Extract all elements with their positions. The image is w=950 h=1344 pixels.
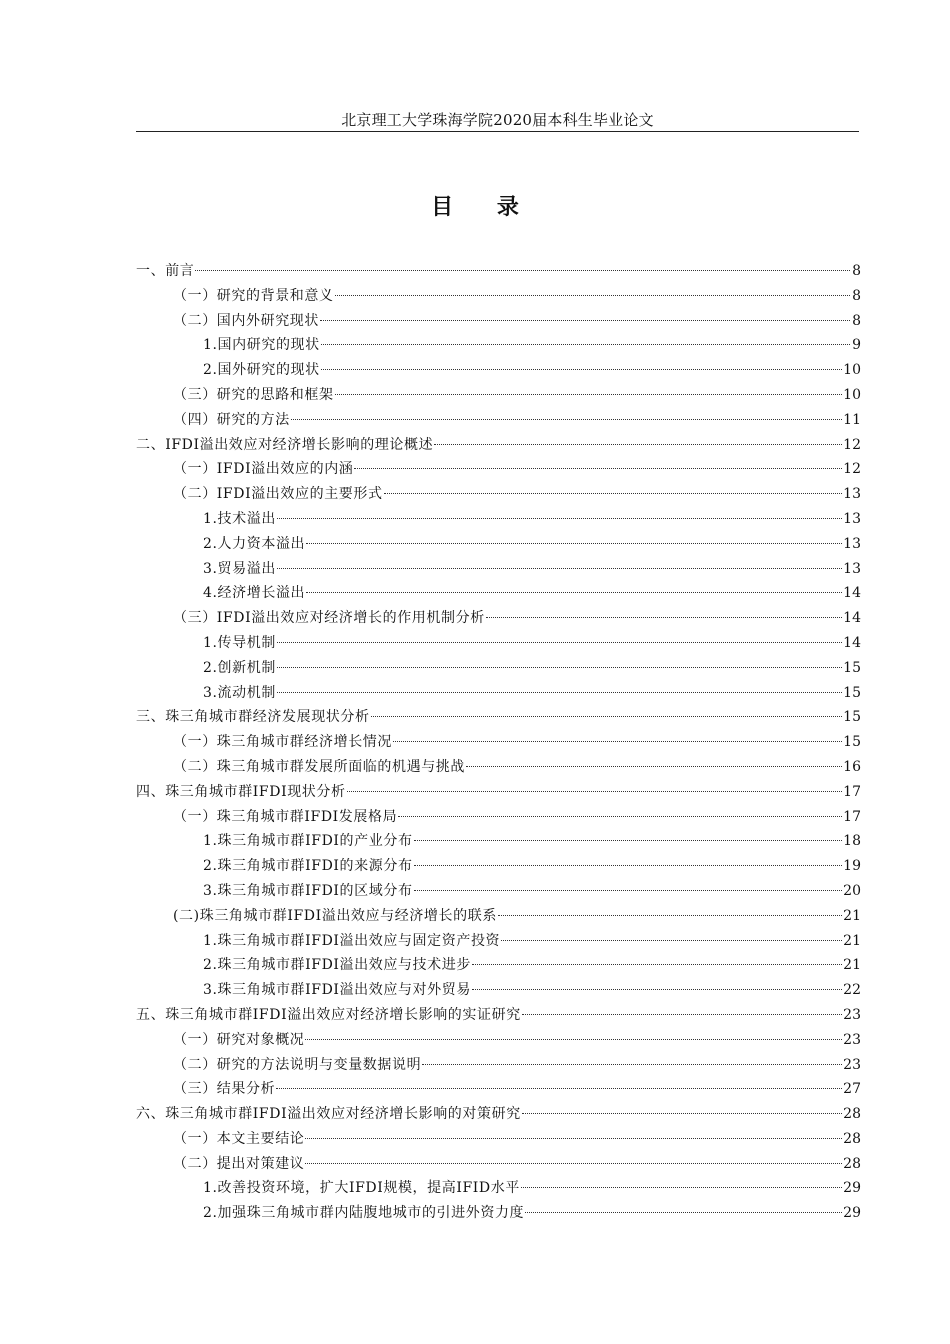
toc-entry[interactable]: [136, 681, 861, 706]
toc-entry-label: 一、前言: [136, 263, 195, 279]
toc-entry-label: （三）结果分析: [173, 1081, 276, 1098]
toc-entry-page-number: 29: [843, 1205, 861, 1222]
toc-title: 目 录: [431, 195, 537, 220]
table-of-contents: [136, 259, 861, 1226]
toc-dot-leader: [277, 568, 842, 569]
toc-entry-page-number: 14: [843, 610, 861, 627]
toc-entry-page-number: 8: [852, 312, 861, 329]
toc-entry[interactable]: [136, 1028, 861, 1053]
toc-entry-page-number: 16: [843, 758, 861, 775]
toc-dot-leader: [354, 468, 842, 469]
toc-entry-label: 1.珠三角城市群IFDI溢出效应与固定资产投资: [203, 932, 501, 949]
toc-dot-leader: [422, 1064, 842, 1065]
toc-dot-leader: [335, 295, 850, 296]
toc-entry-label: 2.加强珠三角城市群内陆腹地城市的引进外资力度: [203, 1205, 525, 1222]
toc-entry[interactable]: [136, 309, 861, 334]
toc-dot-leader: [384, 493, 843, 494]
toc-dot-leader: [277, 667, 842, 668]
toc-entry-page-number: 13: [843, 560, 861, 577]
toc-entry[interactable]: [136, 1077, 861, 1102]
toc-entry[interactable]: [136, 383, 861, 408]
toc-entry-label: 3.珠三角城市群IFDI的区域分布: [203, 882, 413, 899]
toc-entry[interactable]: [136, 606, 861, 631]
toc-entry-label: 四、珠三角城市群IFDI现状分析: [136, 783, 346, 800]
toc-dot-leader: [277, 518, 842, 519]
toc-dot-leader: [321, 344, 850, 345]
toc-entry[interactable]: [136, 1152, 861, 1177]
toc-dot-leader: [466, 766, 842, 767]
toc-entry[interactable]: [136, 656, 861, 681]
toc-entry-page-number: 22: [843, 982, 861, 999]
toc-entry-label: （一）研究的背景和意义: [173, 287, 334, 304]
toc-entry-label: 3.流动机制: [203, 684, 276, 701]
toc-entry[interactable]: [136, 259, 861, 284]
toc-dot-leader: [306, 592, 842, 593]
toc-entry[interactable]: [136, 705, 861, 730]
toc-entry[interactable]: [136, 284, 861, 309]
toc-entry[interactable]: [136, 929, 861, 954]
toc-entry-page-number: 19: [843, 858, 861, 875]
toc-entry-label: 2.创新机制: [203, 659, 276, 676]
toc-entry[interactable]: [136, 1127, 861, 1152]
toc-entry-label: 1.技术溢出: [203, 510, 276, 527]
toc-entry-label: (二)珠三角城市群IFDI溢出效应与经济增长的联系: [173, 907, 497, 924]
toc-dot-leader: [398, 816, 842, 817]
toc-entry[interactable]: [136, 805, 861, 830]
toc-entry-label: （一）本文主要结论: [173, 1130, 305, 1147]
toc-dot-leader: [320, 320, 850, 321]
toc-entry-page-number: 21: [843, 907, 861, 924]
toc-dot-leader: [434, 444, 842, 445]
toc-entry-page-number: 17: [843, 808, 861, 825]
header-divider: [136, 131, 859, 132]
toc-entry-page-number: 8: [852, 287, 861, 304]
toc-entry-page-number: 14: [843, 634, 861, 651]
toc-entry-label: 3.珠三角城市群IFDI溢出效应与对外贸易: [203, 982, 471, 999]
toc-entry[interactable]: [136, 1053, 861, 1078]
toc-entry-label: 2.珠三角城市群IFDI溢出效应与技术进步: [203, 957, 471, 974]
toc-entry-label: 2.国外研究的现状: [203, 362, 320, 379]
toc-dot-leader: [305, 1039, 842, 1040]
toc-entry-label: （二）国内外研究现状: [173, 312, 319, 329]
toc-entry-page-number: 10: [843, 362, 861, 379]
toc-entry[interactable]: [136, 1201, 861, 1226]
toc-entry[interactable]: [136, 482, 861, 507]
toc-entry[interactable]: [136, 1176, 861, 1201]
toc-entry-page-number: 8: [852, 263, 861, 279]
toc-entry-page-number: 10: [843, 386, 861, 403]
toc-entry-label: 1.国内研究的现状: [203, 337, 320, 354]
toc-entry-label: 1.改善投资环境，扩大IFDI规模，提高IFID水平: [203, 1180, 520, 1197]
toc-entry[interactable]: [136, 507, 861, 532]
toc-entry-label: 六、珠三角城市群IFDI溢出效应对经济增长影响的对策研究: [136, 1106, 521, 1123]
toc-entry[interactable]: [136, 829, 861, 854]
toc-entry-label: 4.经济增长溢出: [203, 585, 306, 602]
toc-entry-page-number: 27: [843, 1081, 861, 1098]
toc-entry-label: （一）研究对象概况: [173, 1031, 305, 1048]
toc-dot-leader: [305, 1138, 842, 1139]
toc-entry[interactable]: [136, 953, 861, 978]
toc-entry-label: 3.贸易溢出: [203, 560, 276, 577]
toc-dot-leader: [472, 989, 842, 990]
toc-entry-page-number: 28: [843, 1155, 861, 1172]
toc-entry-page-number: 21: [843, 957, 861, 974]
toc-entry-page-number: 28: [843, 1106, 861, 1123]
toc-entry-page-number: 23: [843, 1056, 861, 1073]
toc-dot-leader: [277, 642, 842, 643]
toc-entry-label: （二）IFDI溢出效应的主要形式: [173, 486, 383, 503]
toc-entry-page-number: 21: [843, 932, 861, 949]
toc-dot-leader: [276, 1088, 842, 1089]
toc-entry-page-number: 12: [843, 436, 861, 453]
toc-entry-label: （一）珠三角城市群经济增长情况: [173, 734, 392, 751]
toc-dot-leader: [498, 915, 842, 916]
toc-entry[interactable]: [136, 358, 861, 383]
toc-entry-page-number: 13: [843, 486, 861, 503]
toc-entry[interactable]: [136, 557, 861, 582]
toc-entry-page-number: 29: [843, 1180, 861, 1197]
toc-entry-label: 三、珠三角城市群经济发展现状分析: [136, 709, 370, 726]
toc-entry-page-number: 15: [843, 709, 861, 726]
toc-dot-leader: [522, 1014, 842, 1015]
toc-entry[interactable]: [136, 978, 861, 1003]
toc-entry[interactable]: [136, 457, 861, 482]
toc-entry[interactable]: [136, 904, 861, 929]
toc-entry-label: （三）研究的思路和框架: [173, 386, 334, 403]
toc-dot-leader: [306, 543, 842, 544]
toc-dot-leader: [305, 1163, 842, 1164]
toc-entry-page-number: 20: [843, 882, 861, 899]
toc-dot-leader: [525, 1212, 842, 1213]
toc-dot-leader: [522, 1113, 842, 1114]
toc-entry[interactable]: [136, 631, 861, 656]
toc-dot-leader: [414, 890, 843, 891]
toc-dot-leader: [486, 617, 842, 618]
toc-entry[interactable]: [136, 581, 861, 606]
toc-entry[interactable]: [136, 408, 861, 433]
toc-entry-page-number: 13: [843, 510, 861, 527]
toc-dot-leader: [371, 716, 843, 717]
toc-entry-page-number: 23: [843, 1006, 861, 1023]
toc-entry-page-number: 15: [843, 659, 861, 676]
toc-entry[interactable]: [136, 333, 861, 358]
toc-dot-leader: [347, 791, 843, 792]
toc-dot-leader: [291, 419, 842, 420]
toc-entry[interactable]: [136, 854, 861, 879]
page-header: 北京理工大学珠海学院2020届本科生毕业论文: [341, 111, 654, 129]
toc-entry-label: 2.人力资本溢出: [203, 535, 306, 552]
toc-entry-page-number: 12: [843, 461, 861, 478]
toc-entry-page-number: 15: [843, 684, 861, 701]
toc-entry[interactable]: [136, 879, 861, 904]
toc-entry[interactable]: [136, 1102, 861, 1127]
toc-dot-leader: [414, 865, 843, 866]
toc-entry-page-number: 15: [843, 734, 861, 751]
toc-entry-label: （二）提出对策建议: [173, 1155, 305, 1172]
toc-entry-page-number: 23: [843, 1031, 861, 1048]
toc-entry[interactable]: [136, 755, 861, 780]
toc-entry-label: 1.传导机制: [203, 634, 276, 651]
toc-dot-leader: [414, 840, 843, 841]
toc-entry[interactable]: [136, 532, 861, 557]
toc-entry-page-number: 11: [843, 411, 861, 428]
toc-entry[interactable]: [136, 780, 861, 805]
toc-entry-label: （二）研究的方法说明与变量数据说明: [173, 1056, 422, 1073]
toc-entry-page-number: 28: [843, 1130, 861, 1147]
toc-entry-page-number: 17: [843, 783, 861, 800]
toc-entry[interactable]: [136, 730, 861, 755]
toc-entry-label: （三）IFDI溢出效应对经济增长的作用机制分析: [173, 610, 485, 627]
toc-entry-label: （二）珠三角城市群发展所面临的机遇与挑战: [173, 758, 465, 775]
toc-entry-label: （一）IFDI溢出效应的内涵: [173, 461, 354, 478]
toc-dot-leader: [277, 692, 842, 693]
toc-dot-leader: [393, 741, 842, 742]
toc-entry-label: 五、珠三角城市群IFDI溢出效应对经济增长影响的实证研究: [136, 1006, 521, 1023]
toc-dot-leader: [321, 369, 842, 370]
toc-entry-label: 2.珠三角城市群IFDI的来源分布: [203, 858, 413, 875]
toc-dot-leader: [195, 270, 850, 271]
toc-entry-label: 1.珠三角城市群IFDI的产业分布: [203, 833, 413, 850]
toc-entry-page-number: 9: [852, 337, 861, 354]
toc-entry-label: （四）研究的方法: [173, 411, 290, 428]
toc-entry[interactable]: [136, 1003, 861, 1028]
toc-entry-label: 二、IFDI溢出效应对经济增长影响的理论概述: [136, 436, 434, 453]
toc-dot-leader: [335, 394, 843, 395]
toc-entry-page-number: 14: [843, 585, 861, 602]
toc-entry-label: （一）珠三角城市群IFDI发展格局: [173, 808, 398, 825]
toc-entry-page-number: 18: [843, 833, 861, 850]
toc-dot-leader: [521, 1187, 842, 1188]
toc-entry[interactable]: [136, 433, 861, 458]
toc-dot-leader: [472, 964, 842, 965]
toc-entry-page-number: 13: [843, 535, 861, 552]
toc-dot-leader: [501, 940, 842, 941]
